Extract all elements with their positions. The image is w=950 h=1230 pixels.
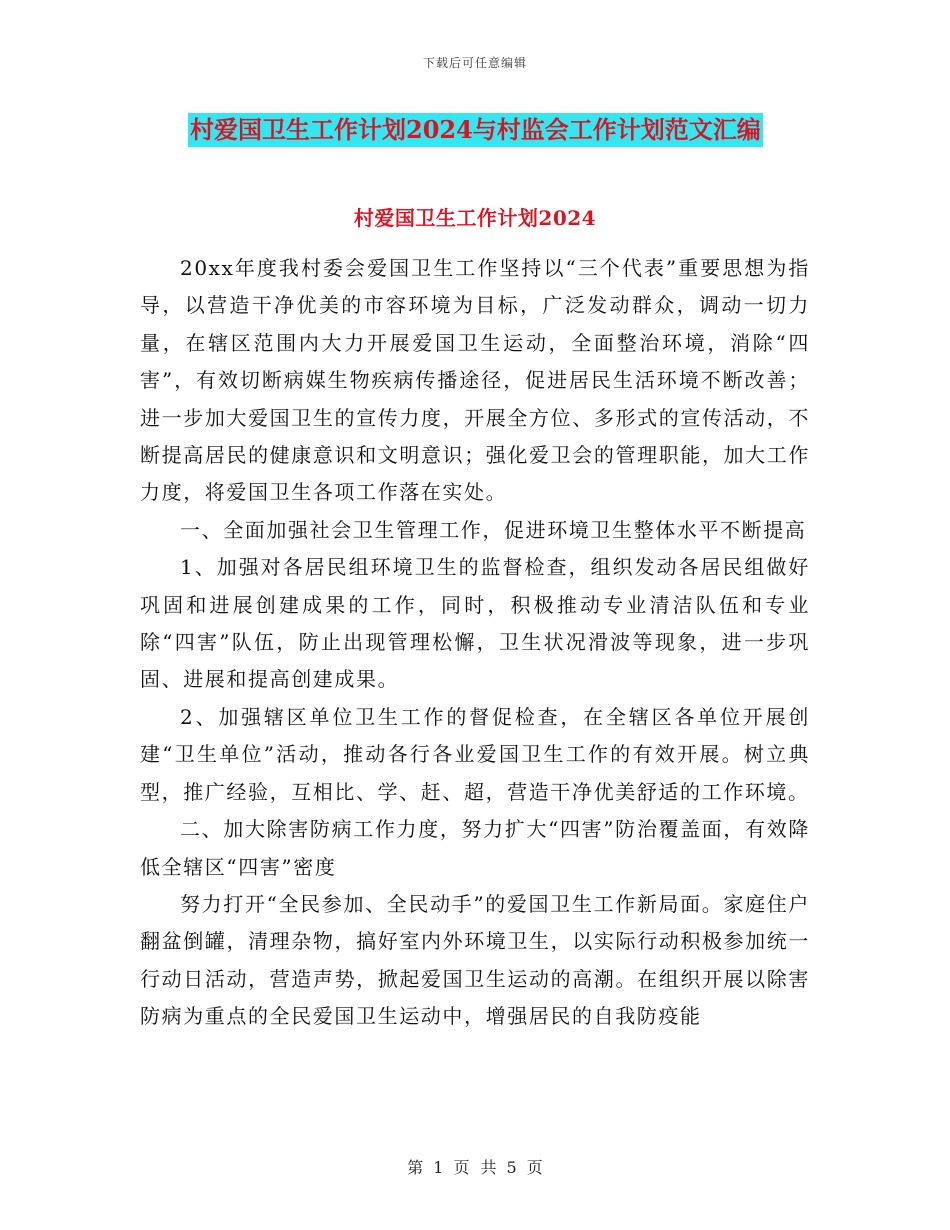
page-header-note: 下载后可任意编辑: [422, 56, 527, 70]
section-title: 村爱国卫生工作计划2024: [353, 206, 597, 230]
intro-paragraph: 20xx年度我村委会爱国卫生工作坚持以“三个代表”重要思想为指导，以营造干净优美的市容环境为目标，广泛发动群众，调动一切力量，在辖区范围内大力开展爱国卫生运动，全面整治环境，消除“四害”，有效切断病媒生物疾病传播途径，促进居民生活环境不断改善；进一步加大爱国卫生的宣传力度，开展全方位、多形式的宣传活动，不断提高居民的健康意识和文明意识；强化爱卫会的管理职能，加大工作力度，将爱国卫生各项工作落在实处。: [140, 256, 810, 505]
paragraph-item-1: 1、加强对各居民组环境卫生的监督检查，组织发动各居民组做好巩固和进展创建成果的工作，同时，积极推动专业清洁队伍和专业除“四害”队伍，防止出现管理松懈，卫生状况滑波等现象，进一步巩固、进展和提高创建成果。: [140, 555, 810, 692]
page-footer: [0, 1155, 950, 1178]
page-total: 5: [506, 1158, 517, 1177]
paragraph-item-2: 2、加强辖区单位卫生工作的督促检查，在全辖区各单位开展创建“卫生单位”活动，推动各行各业爱国卫生工作的有效开展。树立典型，推广经验，互相比、学、赶、超，营造干净优美舒适的工作环境。: [140, 704, 810, 804]
document-body: [140, 250, 810, 1036]
section-heading-2: 二、加大除害防病工作力度，努力扩大“四害”防治覆盖面，有效降低全辖区“四害”密度: [140, 817, 810, 879]
page-label-prefix: 第: [407, 1158, 424, 1177]
document-title: 村爱国卫生工作计划2024与村监会工作计划范文汇编: [188, 113, 763, 147]
page-label-mid: 页 共: [453, 1158, 497, 1177]
page-label-suffix: 页: [526, 1158, 543, 1177]
section-heading-1: 一、全面加强社会卫生管理工作，促进环境卫生整体水平不断提高: [180, 517, 807, 542]
page-current: 1: [433, 1158, 444, 1177]
paragraph-body: 努力打开“全民参加、全民动手”的爱国卫生工作新局面。家庭住户翻盆倒罐，清理杂物，搞好室内外环境卫生，以实际行动积极参加统一行动日活动，营造声势，掀起爱国卫生运动的高潮。在组织开展以除害防病为重点的全民爱国卫生运动中，增强居民的自我防疫能: [140, 891, 810, 1029]
